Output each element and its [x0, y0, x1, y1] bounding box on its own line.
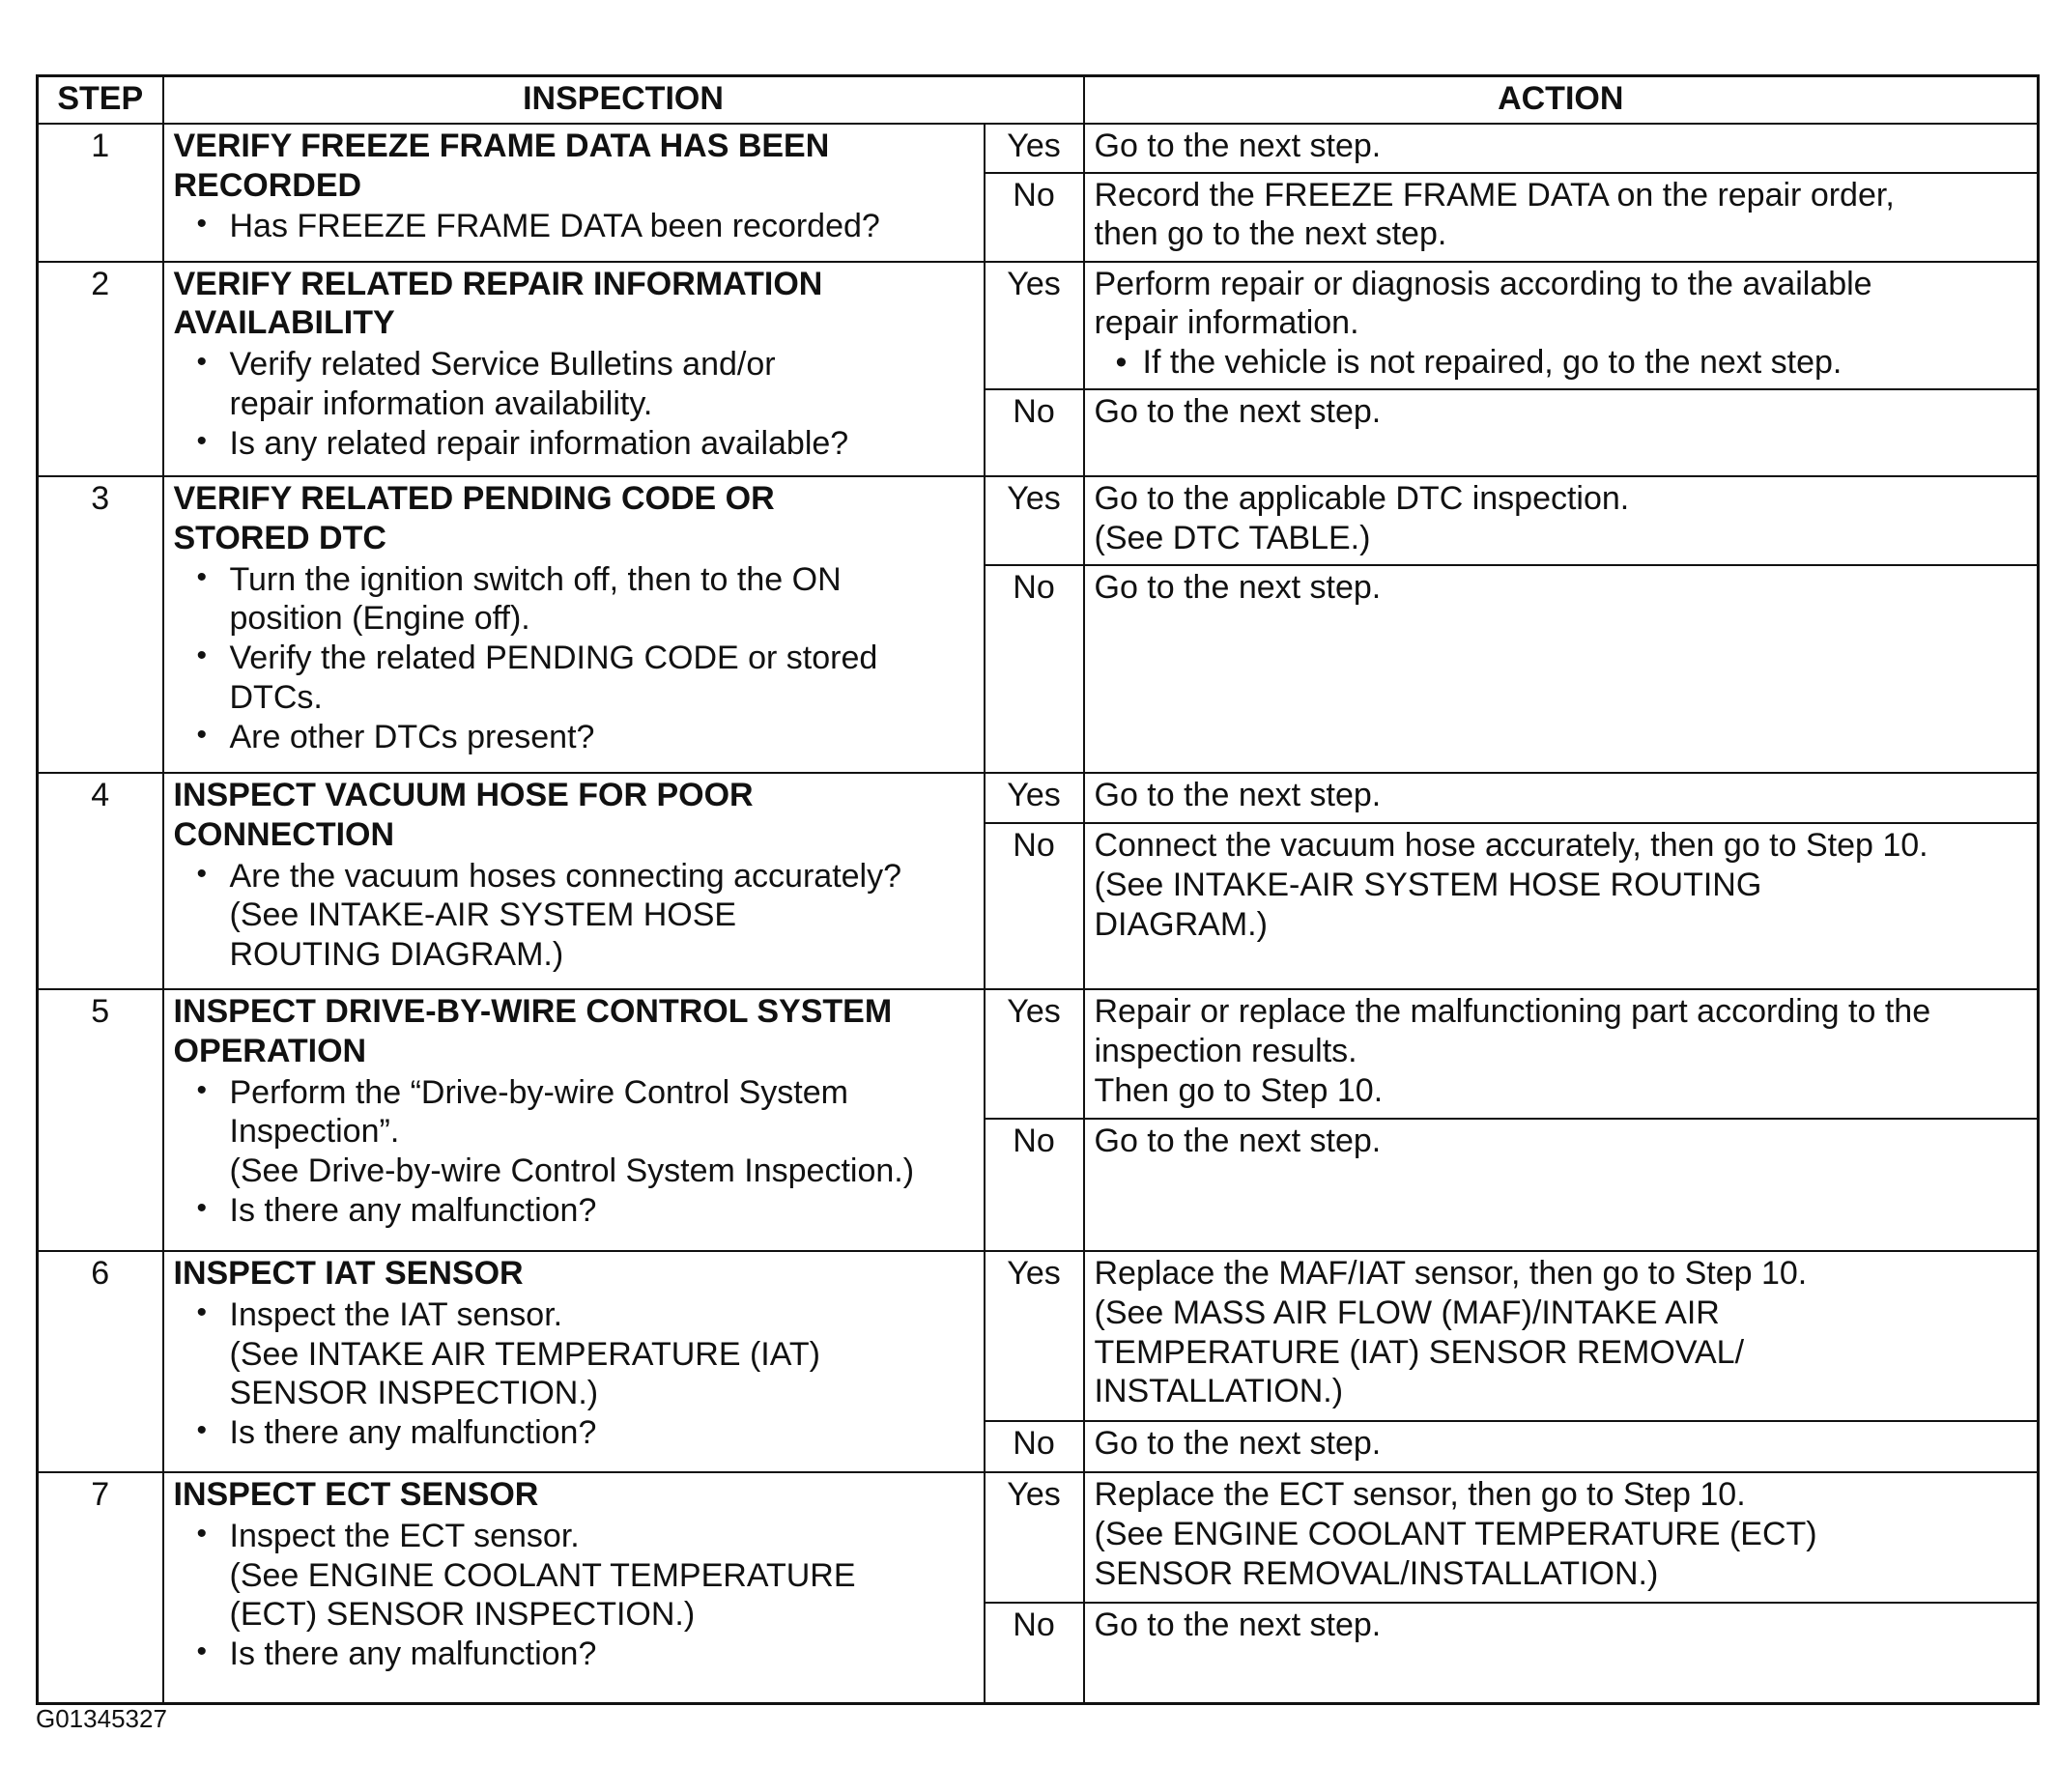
- action-line: INSTALLATION.): [1094, 1373, 1344, 1410]
- table-body: [38, 124, 2039, 1704]
- step-number: 3: [38, 476, 163, 773]
- yes-action: [1084, 1472, 2039, 1603]
- inspection-cell: [163, 476, 985, 773]
- no-label: No: [985, 1603, 1084, 1704]
- yes-action: [1084, 1251, 2039, 1421]
- action-line: Go to the applicable DTC inspection.: [1094, 479, 1630, 517]
- inspection-item-line: (See ENGINE COOLANT TEMPERATURE: [229, 1556, 856, 1594]
- inspection-item-line: • Are other DTCs present?: [229, 718, 595, 755]
- inspection-title-line: CONNECTION: [173, 815, 395, 853]
- no-action: [1084, 1421, 2039, 1472]
- no-action: [1084, 1119, 2039, 1251]
- inspection-title: [174, 776, 974, 855]
- inspection-title: [174, 992, 974, 1071]
- inspection-title-line: OPERATION: [173, 1032, 367, 1069]
- inspection-item: [197, 1635, 974, 1674]
- action-line: Repair or replace the malfunctioning part according to the: [1094, 992, 1931, 1030]
- inspection-list: [174, 1295, 974, 1453]
- no-action: [1084, 565, 2039, 773]
- inspection-title: [174, 1254, 974, 1294]
- yes-label: Yes: [985, 262, 1084, 389]
- inspection-item: [197, 1073, 974, 1191]
- action-line: (See DTC TABLE.): [1094, 519, 1371, 556]
- action-line: DIAGRAM.): [1094, 905, 1268, 943]
- inspection-item-line: • Turn the ignition switch off, then to the ON: [229, 560, 842, 598]
- step-number: 5: [38, 989, 163, 1251]
- inspection-title-line: RECORDED: [173, 166, 362, 204]
- table-row: [38, 476, 2039, 565]
- action-line: Go to the next step.: [1094, 1606, 1382, 1643]
- inspection-title-line: INSPECT IAT SENSOR: [173, 1254, 524, 1292]
- inspection-item-line: • Verify the related PENDING CODE or stored: [229, 640, 878, 677]
- inspection-item: [197, 207, 974, 246]
- inspection-item-line: SENSOR INSPECTION.): [229, 1375, 599, 1412]
- action-line: Go to the next step.: [1094, 392, 1382, 430]
- inspection-title: [174, 479, 974, 558]
- inspection-item-line: (See INTAKE-AIR SYSTEM HOSE: [229, 896, 737, 934]
- yes-action: [1084, 262, 2039, 389]
- step-number: 1: [38, 124, 163, 262]
- inspection-list: [174, 1517, 974, 1674]
- action-line: Perform repair or diagnosis according to the available: [1094, 265, 1872, 302]
- inspection-cell: [163, 1251, 985, 1472]
- yes-label: Yes: [985, 989, 1084, 1119]
- inspection-item-line: • Is there any malfunction?: [229, 1636, 597, 1673]
- yes-label: Yes: [985, 476, 1084, 565]
- yes-label: Yes: [985, 773, 1084, 823]
- step-number: 4: [38, 773, 163, 989]
- inspection-item-line: • Perform the “Drive-by-wire Control System: [229, 1073, 848, 1111]
- inspection-item-line: • Is any related repair information available?: [229, 424, 849, 462]
- no-action: [1084, 1603, 2039, 1704]
- inspection-item-line: DTCs.: [229, 678, 323, 716]
- inspection-item: [197, 424, 974, 464]
- inspection-list: [174, 345, 974, 463]
- inspection-item-line: • Has FREEZE FRAME DATA been recorded?: [229, 208, 880, 245]
- inspection-list: [174, 207, 974, 246]
- action-line: (See ENGINE COOLANT TEMPERATURE (ECT): [1094, 1515, 1817, 1552]
- yes-action: [1084, 124, 2039, 173]
- inspection-list: [174, 857, 974, 975]
- action-line: TEMPERATURE (IAT) SENSOR REMOVAL/: [1094, 1333, 1745, 1371]
- inspection-title-line: INSPECT ECT SENSOR: [173, 1475, 539, 1513]
- yes-action: [1084, 989, 2039, 1119]
- inspection-item-line: repair information availability.: [229, 384, 653, 422]
- inspection-cell: [163, 262, 985, 476]
- action-bullet: • If the vehicle is not repaired, go to the next step.: [1116, 343, 2028, 383]
- figure-id: G01345327: [36, 1704, 167, 1733]
- action-line: Go to the next step.: [1094, 568, 1382, 606]
- step-number: 2: [38, 262, 163, 476]
- inspection-title: [174, 265, 974, 344]
- table-row: [38, 1251, 2039, 1421]
- step-number: 7: [38, 1472, 163, 1704]
- inspection-item-line: (See Drive-by-wire Control System Inspection.): [229, 1152, 915, 1190]
- yes-action: [1084, 476, 2039, 565]
- inspection-title-line: INSPECT DRIVE-BY-WIRE CONTROL SYSTEM: [173, 992, 893, 1030]
- inspection-item: [197, 560, 974, 640]
- inspection-item-line: • Is there any malfunction?: [229, 1191, 597, 1229]
- header-row: [38, 76, 2039, 124]
- no-label: No: [985, 1421, 1084, 1472]
- no-action: [1084, 823, 2039, 989]
- inspection-item-line: (ECT) SENSOR INSPECTION.): [229, 1596, 696, 1634]
- step-number: 6: [38, 1251, 163, 1472]
- inspection-item: [197, 1191, 974, 1231]
- table-row: [38, 989, 2039, 1119]
- diagnostic-table: [36, 74, 2040, 1705]
- action-line: Go to the next step.: [1094, 776, 1382, 813]
- no-label: No: [985, 389, 1084, 476]
- inspection-item: [197, 718, 974, 757]
- inspection-title-line: VERIFY RELATED REPAIR INFORMATION: [173, 265, 823, 302]
- action-line: Then go to Step 10.: [1094, 1071, 1384, 1109]
- no-label: No: [985, 823, 1084, 989]
- inspection-item: [197, 1295, 974, 1413]
- inspection-title: [174, 1475, 974, 1515]
- inspection-cell: [163, 773, 985, 989]
- yes-label: Yes: [985, 1251, 1084, 1421]
- inspection-cell: [163, 989, 985, 1251]
- inspection-item-line: ROUTING DIAGRAM.): [229, 936, 564, 974]
- no-label: No: [985, 565, 1084, 773]
- yes-label: Yes: [985, 1472, 1084, 1603]
- inspection-list: [174, 560, 974, 757]
- action-line: (See INTAKE-AIR SYSTEM HOSE ROUTING: [1094, 866, 1762, 903]
- inspection-item-line: • Verify related Service Bulletins and/or: [229, 346, 776, 384]
- action-line: inspection results.: [1094, 1032, 1357, 1069]
- inspection-list: [174, 1073, 974, 1231]
- inspection-item-line: • Is there any malfunction?: [229, 1414, 597, 1452]
- inspection-item: [197, 1413, 974, 1453]
- inspection-item-line: (See INTAKE AIR TEMPERATURE (IAT): [229, 1335, 820, 1373]
- no-action: [1084, 389, 2039, 476]
- no-action: [1084, 173, 2039, 262]
- action-line: repair information.: [1094, 304, 1359, 342]
- inspection-item-line: • Inspect the IAT sensor.: [229, 1295, 563, 1333]
- action-line: Connect the vacuum hose accurately, then go to Step 10.: [1094, 826, 1928, 864]
- header-action: ACTION: [1084, 76, 2039, 124]
- table-row: [38, 262, 2039, 389]
- table-row: [38, 124, 2039, 173]
- table-row: [38, 1472, 2039, 1603]
- action-line: then go to the next step.: [1094, 215, 1447, 253]
- no-label: No: [985, 173, 1084, 262]
- table-row: [38, 773, 2039, 823]
- action-line: Record the FREEZE FRAME DATA on the repair order,: [1094, 176, 1895, 213]
- inspection-title-line: STORED DTC: [173, 519, 386, 556]
- action-line: (See MASS AIR FLOW (MAF)/INTAKE AIR: [1094, 1294, 1720, 1331]
- inspection-item: [197, 345, 974, 424]
- header-step: STEP: [38, 76, 163, 124]
- action-line: SENSOR REMOVAL/INSTALLATION.): [1094, 1554, 1659, 1592]
- inspection-title: [174, 127, 974, 206]
- header-inspection: INSPECTION: [163, 76, 1084, 124]
- inspection-item: [197, 1517, 974, 1635]
- inspection-title-line: AVAILABILITY: [173, 304, 395, 342]
- inspection-item: [197, 639, 974, 718]
- inspection-title-line: VERIFY FREEZE FRAME DATA HAS BEEN: [173, 127, 830, 164]
- inspection-item: [197, 857, 974, 975]
- inspection-cell: [163, 1472, 985, 1704]
- inspection-title-line: INSPECT VACUUM HOSE FOR POOR: [173, 776, 754, 813]
- no-label: No: [985, 1119, 1084, 1251]
- action-line: Go to the next step.: [1094, 1424, 1382, 1462]
- inspection-title-line: VERIFY RELATED PENDING CODE OR: [173, 479, 775, 517]
- yes-label: Yes: [985, 124, 1084, 173]
- inspection-item-line: Inspection”.: [229, 1113, 400, 1151]
- inspection-cell: [163, 124, 985, 262]
- inspection-item-line: • Are the vacuum hoses connecting accurately?: [229, 857, 902, 895]
- action-line: Replace the MAF/IAT sensor, then go to Step 10.: [1094, 1254, 1808, 1292]
- yes-action: [1084, 773, 2039, 823]
- action-line: Go to the next step.: [1094, 1122, 1382, 1159]
- inspection-item-line: • Inspect the ECT sensor.: [229, 1517, 580, 1554]
- action-line: Go to the next step.: [1094, 127, 1382, 164]
- inspection-item-line: position (Engine off).: [229, 600, 530, 638]
- action-line: Replace the ECT sensor, then go to Step 10.: [1094, 1475, 1746, 1513]
